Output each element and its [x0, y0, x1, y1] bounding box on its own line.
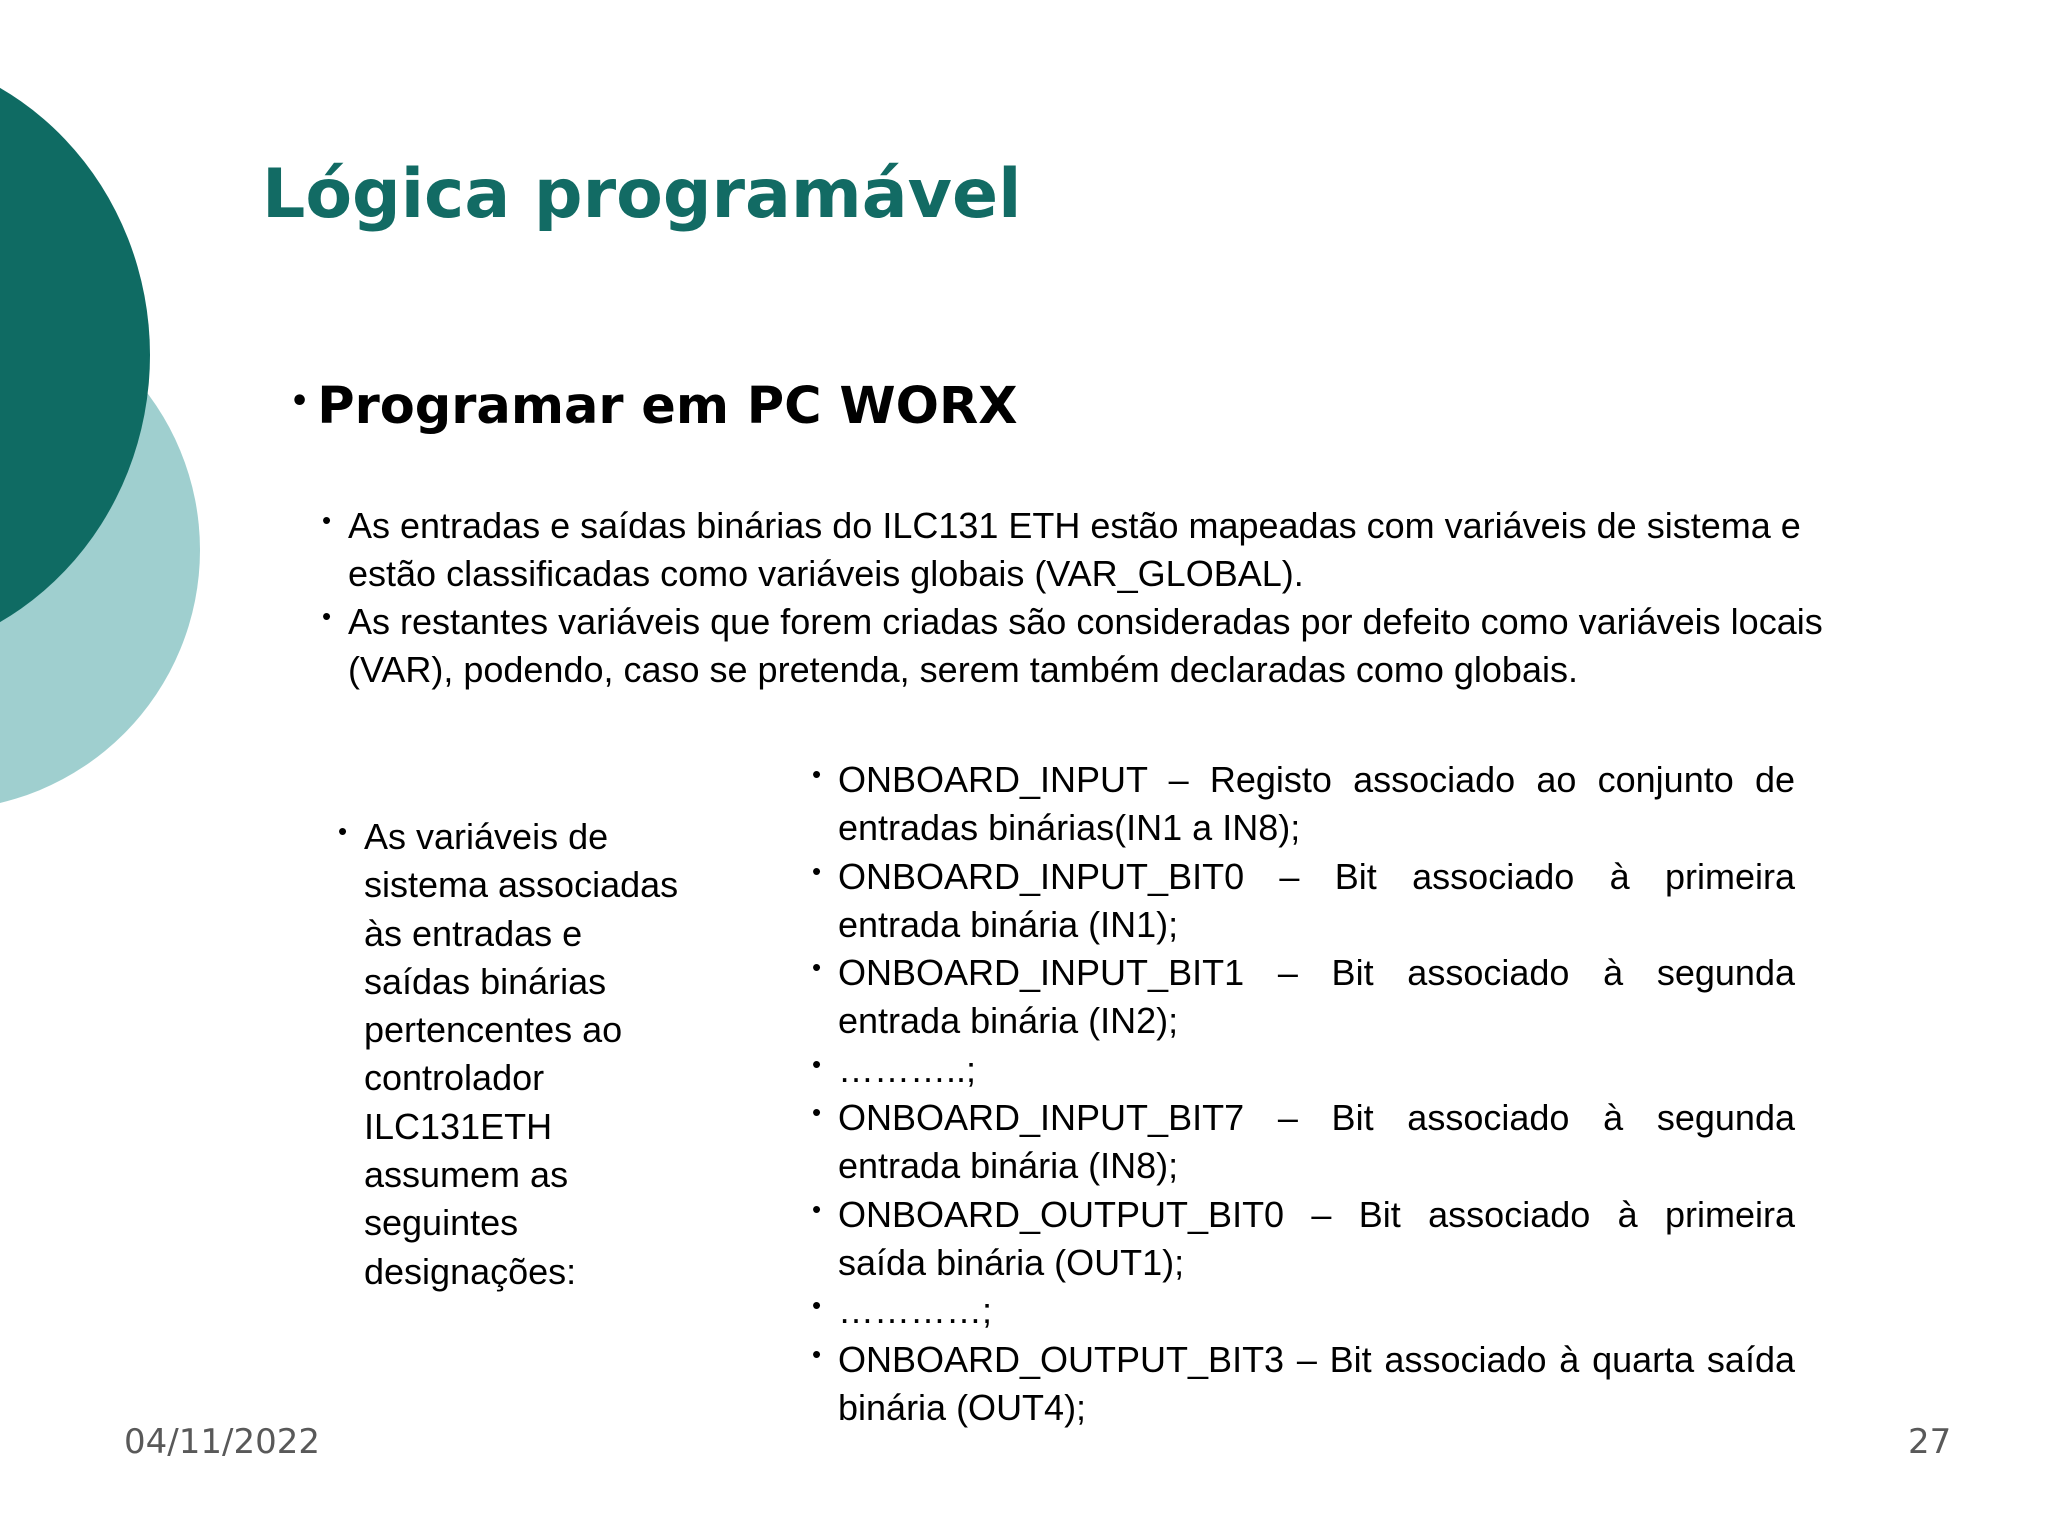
right-bullet-text: ONBOARD_INPUT_BIT7 – Bit associado à segunda entrada binária (IN8); — [838, 1097, 1795, 1187]
bullet-icon: • — [338, 816, 348, 846]
page-title: Lógica programável — [262, 155, 1022, 234]
list-item — [338, 813, 698, 1296]
right-bullet-text: ONBOARD_OUTPUT_BIT0 – Bit associado à primeira saída binária (OUT1); — [838, 1193, 1795, 1283]
bullet-icon: • — [812, 1338, 822, 1369]
right-bullet-text: ………..; — [838, 1048, 977, 1090]
bullet-icon: • — [812, 1290, 822, 1321]
bullet-icon: • — [812, 1048, 822, 1079]
list-item — [812, 1336, 1795, 1433]
left-column — [338, 813, 698, 1296]
right-bullet-text: ONBOARD_INPUT – Registo associado ao conjunto de entradas binárias(IN1 a IN8); — [838, 759, 1795, 849]
bullet-icon: • — [322, 601, 332, 631]
list-item — [322, 598, 1882, 694]
intro-bullet-text: As entradas e saídas binárias do ILC131 ETH estão mapeadas com variáveis de sistema e estão classificadas como variáveis globais (VAR_GLOBAL). — [348, 505, 1801, 594]
bullet-icon: • — [322, 505, 332, 535]
right-bullet-text: …………; — [838, 1290, 993, 1332]
left-bullet-text: As variáveis de sistema associadas às entradas e saídas binárias pertencentes ao controlador ILC131ETH assumem as seguintes designações: — [364, 816, 679, 1292]
bullet-icon: • — [812, 855, 822, 886]
bullet-icon: • — [812, 952, 822, 983]
list-item — [812, 1046, 1795, 1094]
page-number: 27 — [1908, 1422, 1952, 1462]
bullet-icon: • — [290, 384, 310, 419]
intro-bullet-text: As restantes variáveis que forem criadas são consideradas por defeito como variáveis locais (VAR), podendo, caso se pretenda, serem também declaradas como globais. — [348, 601, 1823, 690]
main-bullet — [290, 376, 1018, 437]
main-bullet-text: Programar em PC WORX — [317, 377, 1018, 436]
list-item — [812, 1287, 1795, 1335]
right-bullet-text: ONBOARD_INPUT_BIT0 – Bit associado à primeira entrada binária (IN1); — [838, 855, 1795, 945]
right-column — [812, 756, 1795, 1432]
list-item — [812, 756, 1795, 853]
list-item — [812, 1191, 1795, 1288]
list-item — [812, 949, 1795, 1046]
bullet-icon: • — [812, 759, 822, 789]
bullet-icon: • — [812, 1097, 822, 1128]
right-bullet-text: ONBOARD_OUTPUT_BIT3 – Bit associado à quarta saída binária (OUT4); — [838, 1338, 1795, 1428]
list-item — [322, 502, 1882, 598]
footer-date: 04/11/2022 — [124, 1422, 320, 1462]
bullet-icon: • — [812, 1193, 822, 1224]
list-item — [812, 853, 1795, 950]
list-item — [812, 1094, 1795, 1191]
right-bullet-text: ONBOARD_INPUT_BIT1 – Bit associado à segunda entrada binária (IN2); — [838, 952, 1795, 1042]
intro-bullet-list — [322, 502, 1882, 694]
